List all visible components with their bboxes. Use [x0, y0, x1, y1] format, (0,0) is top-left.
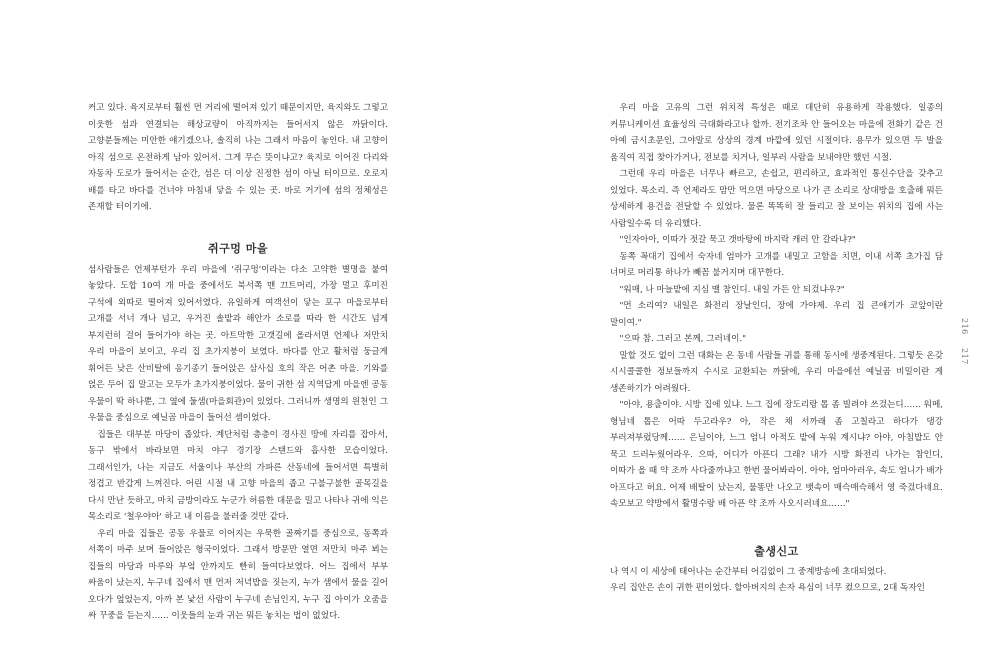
dialogue-line: "먼 소리여? 내일은 화전리 장날인디, 장에 가야제. 우리 집 큰애기가 코앞이란 말이여.": [610, 301, 943, 328]
right-paragraph: 그런데 우리 마을은 너무나 빠르고, 손쉽고, 편리하고, 효과적인 통신수단을 갖추고 있었다. 목소리. 즉 언제라도 맘만 먹으면 마당으로 나가 큰 소리로 상대방을 호출해 뭐든 상세하게 용건을 전달할 수 있었다. 물론 똑똑히 잘 들리고 잘 보이는 위치의 집에 사는 사람일수록 더 유리했다.: [610, 169, 943, 229]
left-page: [88, 100, 388, 625]
right-paragraph: 동쪽 꼭대기 집에서 숙자네 엄마가 고개를 내밀고 고함을 치면, 이내 서쪽 초가집 담 너머로 머리통 하나가 빼꼼 불거지며 대꾸한다.: [610, 251, 943, 278]
left-paragraph: 섬사람들은 언제부턴가 우리 마을에 '쥐구멍'이라는 다소 고약한 별명을 붙여 놓았다. 도합 10여 개 마을 중에서도 북서쪽 맨 끄트머리, 가장 멀고 후미진 구석에 외따로 떨어져 있어서였다. 유일하게 여객선이 닿는 포구 마을로부터 고개를 서너 개나 넘고, 우거진 솔밭과 해안가 소로를 따라 한 시간도 넘게 부지런히 걸어 들어가야 하는 곳. 아트막한 고갯길에 올라서면 언제나 저만치 우리 마을이 보이고, 우리 집 초가지붕이 보였다. 바다를 안고 활처럼 둥글게 휘어든 낮은 산비탈에 옹기종기 들어앉은 삼사십 호의 작은 어촌 마을. 기와를 얹은 두어 집 말고는 모두가 초가지붕이었다. 물이 귀한 섬 지역답게 마을엔 공동 우물이 딱 하나뿐, 그 옆에 둘샘(마을회관)이 있었다. 그러니까 생명의 원천인 그 우물을 중심으로 예닐곱 마을이 들어선 셈이었다.: [88, 264, 388, 423]
page-number-gutter: [960, 318, 974, 378]
right-paragraph: 나 역시 이 세상에 태어나는 순간부터 어김없이 그 중계방송에 초대되었다.: [610, 566, 887, 577]
page-number-right: 217: [960, 348, 969, 365]
right-paragraph: 우리 마을 고유의 그런 위치적 특성은 때로 대단히 유용하게 작용했다. 일종의 커뮤니케이션 효율성의 극대화라고나 할까. 전기조차 안 들어오는 마을에 전화기 같은 건 아예 금시초문인, 그야말로 상상의 경계 바깥에 있던 시절이다. 용무가 있으면 두 발을 움직여 직접 찾아가거나, 전보를 치거나, 일부러 사람을 보내야만 했던 시절.: [610, 103, 943, 163]
page-number-left: 216: [960, 318, 969, 335]
left-intro-paragraph: 커고 있다. 육지로부터 훨씬 먼 거리에 떨어져 있기 때문이지만, 육지와도 그렇고 이웃한 섬과 연결되는 해상교량이 아직까지는 들어서지 않은 까닭이다. 고향분들께는 미안한 얘기겠으나, 솔직히 나는 그래서 마음이 놓인다. 내 고향이 아직 섬으로 온전하게 남아 있어서. 그게 무슨 뜻이냐고? 육지로 이어진 다리와 자동차 도로가 들어서는 순간, 섬은 더 이상 진정한 섬이 아닐 터이므로. 오로지 배를 타고 바다를 건너야 마침내 닿을 수 있는 곳. 바로 거기에 섬의 정체성은 존재할 터이기에.: [88, 103, 388, 212]
left-section-title: 쥐구멍 마을: [208, 241, 268, 255]
left-paragraph: 우리 마을 집들은 공동 우물로 이어지는 우묵한 골짜기를 중심으로, 동쪽과 서쪽이 마주 보며 들어앉은 형국이었다. 그래서 방문만 열면 저만치 마주 뵈는 집들의 마당과 마루와 부엌 안까지도 빤히 들여다보였다. 어느 집에서 부부 싸움이 났는지, 누구네 집에서 맨 먼저 저녁밥을 짓는지, 누가 샘에서 물을 길어 오다가 엎었는지, 아까 본 낯선 사람이 누구네 손님인지, 누구 집 아이가 오줌을 싸 꾸중을 듣는지…… 이웃들의 눈과 귀는 뭐든 놓치는 법이 없었다.: [88, 528, 388, 621]
dialogue-line: "으따 참. 그러고 본께, 그러네이.": [619, 334, 747, 344]
left-paragraph: 집들은 대부분 마당이 좁았다. 계단처럼 층층이 경사진 땅에 자리를 잡아서, 동구 밖에서 바라보면 마치 야구 경기장 스탠드와 흡사한 모습이었다. 그래서인가, 나는 지금도 서울이나 부산의 가파른 산동네에 들어서면 특별히 정겹고 반갑게 느껴진다. 어린 시절 내 고향 마을의 좁고 구불구불한 골목길을 다시 만난 듯하고, 마치 금방이라도 누군가 허름한 대문을 밀고 나타나 귀에 익은 목소리로 '철우야아' 하고 내 이름을 불러줄 것만 같다.: [88, 429, 388, 522]
right-paragraph: 우리 집안은 손이 귀한 편이었다. 할아버지의 손자 욕심이 너무 컸으므로, 2대 독자인: [610, 583, 925, 593]
dialogue-line: "아야, 용출이야. 시방 집에 있냐. 느그 집에 장도리랑 톱 좀 빌려야 쓰겄는디…… 워메, 형님네 톱은 어따 두고라우? 아, 작은 채 서까래 좀 고칠라고 하다가 댕강 부러져부렀당께…… 은님이야, 느그 엄니 아적도 밭에 누워 계시냐? 아야, 아침밥도 안 묵고 드러누웠어라우. 으따, 어디가 아픈디 그래? 내가 시방 화전리 나가는 참인디, 이따가 올 때 약 조까 사다줄까냐고 한번 물어봐라이. 아야, 엄마아러우, 속도 엄니가 배가 아프다고 허요. 어제 배탈이 났는지, 물똥만 나오고 뱃속이 매슥매슥해서 영 죽겄다네요. 속모보고 약방에서 활명수랑 배 아픈 약 조까 사오시러네요……": [610, 400, 943, 509]
right-page: [610, 100, 943, 597]
dialogue-line: "인자아아, 이따가 젓갈 묵고 갯바탕에 바지락 캐러 안 갈라냐?": [619, 235, 856, 245]
right-section-title: 출생신고: [754, 544, 799, 558]
dialogue-line: "워매, 나 마늘밭에 지심 맬 참인디. 내일 가든 안 되겄냐우?": [619, 284, 845, 295]
right-paragraph: 말할 것도 없이 그런 대화는 온 동네 사람들 귀를 통해 동시에 생중계된다. 그렇듯 온갖 시시콜콜한 정보들까지 수시로 교환되는 까닭에, 우리 마을에선 예닐곱 비밀이란 게 생존하기가 어려웠다.: [610, 350, 943, 394]
